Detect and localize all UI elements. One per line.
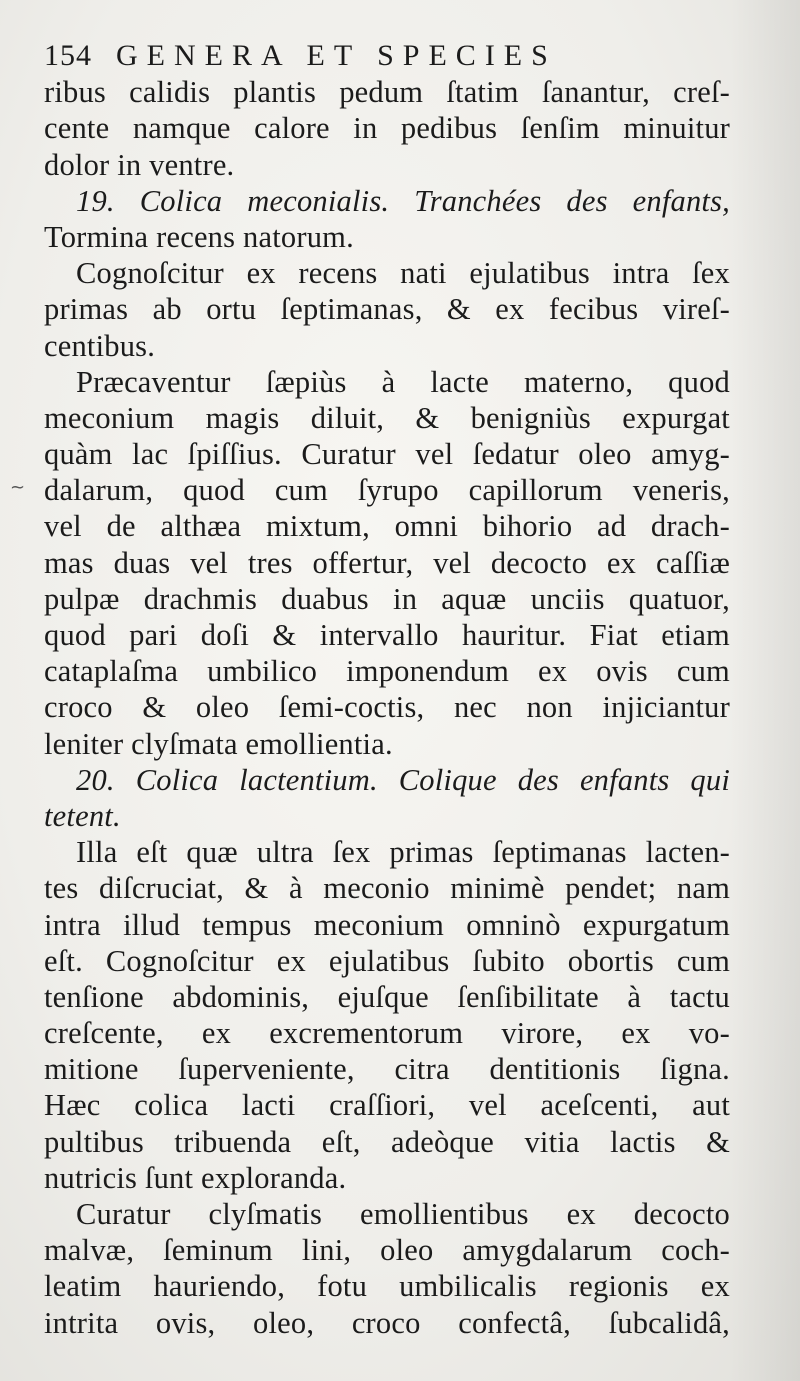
text-line: cataplaſma umbilico imponendum ex ovis cum: [44, 654, 730, 689]
text-line: croco & oleo ſemi-coctis, nec non injiciantur: [44, 690, 730, 725]
section-subheading-19: Tormina recens natorum.: [44, 219, 354, 254]
text-line: Præcaventur ſæpiùs à lacte materno, quod: [76, 364, 730, 399]
text-line: primas ab ortu ſeptimanas, & ex fecibus vireſ-: [44, 292, 730, 327]
text-line: malvæ, ſeminum lini, oleo amygdalarum coch-: [44, 1233, 730, 1268]
text-line: Cognoſcitur ex recens nati ejulatibus intra ſex: [76, 256, 730, 291]
text-line: dalarum, quod cum ſyrupo capillorum veneris,: [44, 473, 730, 508]
text-line: leniter clyſmata emollientia.: [44, 726, 393, 761]
text-line: tenſione abdominis, ejuſque ſenſibilitate à tactu: [44, 979, 730, 1014]
running-title: GENERA ET SPECIES: [116, 39, 557, 72]
text-line: pultibus tribuenda eſt, adeòque vitia lactis &: [44, 1124, 730, 1159]
text-line: Illa eſt quæ ultra ſex primas ſeptimanas lacten-: [76, 835, 730, 870]
page-text: [44, 38, 730, 1341]
text-line: Curatur clyſmatis emollientibus ex decocto: [76, 1197, 730, 1231]
section-heading-20-cont: tetent.: [44, 798, 121, 833]
text-line: Hæc colica lacti craſſiori, vel aceſcenti, aut: [44, 1088, 730, 1123]
text-line: creſcente, ex excrementorum virore, ex vo-: [44, 1016, 730, 1051]
text-line: quod pari doſi & intervallo hauritur. Fiat etiam: [44, 618, 730, 652]
text-line: leatim hauriendo, fotu umbilicalis regionis ex: [44, 1269, 730, 1304]
text-line: intra illud tempus meconium omninò expurgatum: [44, 907, 730, 942]
text-line: intrita ovis, oleo, croco confectâ, ſubcalidâ,: [44, 1305, 730, 1340]
text-line: centibus.: [44, 328, 156, 363]
text-line: nutricis ſunt exploranda.: [44, 1160, 347, 1195]
text-line: tes diſcruciat, & à meconio minimè pendet; nam: [44, 871, 730, 906]
text-line: pulpæ drachmis duabus in aquæ unciis quatuor,: [44, 581, 730, 616]
text-line: eſt. Cognoſcitur ex ejulatibus ſubito obortis cum: [44, 943, 730, 978]
section-heading-19: 19. Colica meconialis. Tranchées des enfants,: [76, 183, 730, 218]
section-heading-20: 20. Colica lactentium. Colique des enfants qui: [76, 762, 730, 797]
text-line: mitione ſuperveniente, citra dentitionis ſigna.: [44, 1052, 730, 1087]
page-number: 154: [44, 39, 92, 72]
text-line: mas duas vel tres offertur, vel decocto ex caſſiæ: [44, 545, 730, 580]
text-line: vel de althæa mixtum, omni bihorio ad drach-: [44, 509, 730, 544]
margin-mark: ~: [10, 477, 26, 498]
page-header: [44, 38, 730, 74]
text-line: cente namque calore in pedibus ſenſim minuitur: [44, 111, 730, 146]
page-shadow: [730, 0, 800, 1381]
text-line: quàm lac ſpiſſius. Curatur vel ſedatur oleo amyg-: [44, 437, 730, 472]
text-line: dolor in ventre.: [44, 147, 235, 182]
text-line: ribus calidis plantis pedum ſtatim ſanantur, creſ-: [44, 75, 730, 110]
text-line: meconium magis diluit, & benigniùs expurgat: [44, 400, 730, 435]
